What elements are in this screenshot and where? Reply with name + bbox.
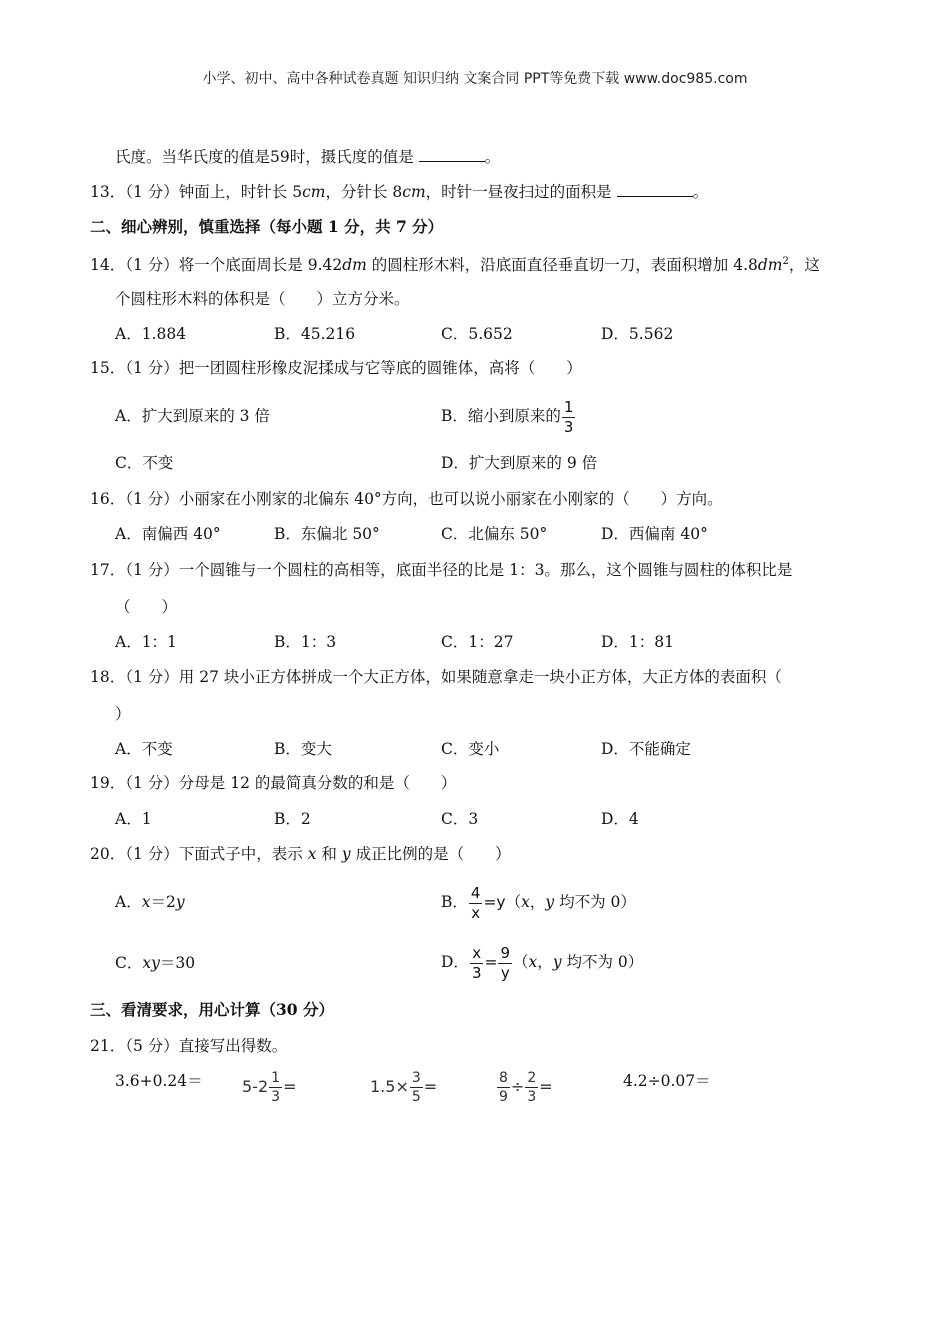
q20-b-denominator: x [471,903,481,922]
q16-text: 小丽家在小刚家的北偏东 40°方向，也可以说小丽家在小刚家的（ ）方向。 [178,490,723,508]
q20-b-eq: =y [483,893,506,911]
q21-e4-eq: = [539,1077,553,1096]
q20-b-fraction [469,883,483,922]
q18-number: 18． [90,668,126,686]
q19-option-d[interactable]: D．4 [601,810,639,828]
question-21 [90,1036,287,1056]
section-2-heading: 二、细心辨别，慎重选择（每小题 1 分，共 7 分） [90,217,444,236]
q20-var-y: y [341,845,351,863]
q20-a-label: A． [115,893,142,911]
q20-a-x: x [141,893,151,911]
q20-option-d[interactable] [441,941,643,983]
q13-answer-blank[interactable] [617,181,693,197]
q12-end: 。 [484,148,501,166]
q17-points: （1 分） [125,561,179,579]
question-14 [90,252,820,275]
q21-e2-a: 5-2 [242,1077,269,1096]
q20-b-cond-x: x [521,893,530,911]
q14-line-2: 个圆柱形木料的体积是（ ）立方分米。 [115,290,410,308]
q21-e3-eq: = [423,1077,438,1096]
q14-option-c[interactable]: C．5.652 [441,325,513,343]
q20-b-cond-a: （ [505,893,522,911]
q21-e4-numerator-2: 2 [527,1070,537,1086]
q18-points: （1 分） [125,668,179,686]
q15-text: 把一团圆柱形橡皮泥揉成与它等底的圆锥体，高将（ ） [178,359,582,377]
q20-c-xy: xy [142,954,160,972]
q20-d-label: D． [441,953,469,971]
question-12-tail [115,146,500,167]
q18-option-a[interactable]: A．不变 [115,740,173,758]
q18-option-b[interactable]: B．变大 [274,740,332,758]
q15-frac-denominator: 3 [563,417,574,436]
q21-e4-denominator-1: 9 [499,1089,508,1105]
q20-d-cond-y: y [552,953,562,971]
q14-text-c: ，这 [788,256,820,275]
q21-expr-5: 4.2÷0.07＝ [623,1072,711,1090]
q20-var-x: x [307,845,317,863]
q20-d-numerator-1: x [472,943,482,962]
q20-d-fraction-1 [470,943,484,982]
question-18 [90,667,782,687]
q12-tail-text: 氏度。当华氏度的值是59时，摄氏度的值是 [115,148,414,166]
q21-e3-numerator: 3 [411,1070,421,1086]
q14-option-b[interactable]: B．45.216 [274,325,356,343]
q17-option-c[interactable]: C．1：27 [441,633,514,651]
q15-number: 15． [90,359,126,377]
q17-option-d[interactable]: D．1：81 [601,633,675,651]
q14-unit-dm-1: dm [342,256,367,275]
q20-b-cond-y: y [545,893,555,911]
q14-option-a[interactable]: A．1.884 [115,325,187,343]
question-13 [90,181,708,202]
q13-end: 。 [692,183,709,201]
q14-points: （1 分） [125,256,179,275]
q19-text: 分母是 12 的最简真分数的和是（ ） [178,774,457,792]
page-header-banner: 小学、初中、高中各种试卷真题 知识归纳 文案合同 PPT等免费下载 www.doc985.com [202,71,748,87]
q20-d-fraction-2 [498,943,512,982]
q21-text: 直接写出得数。 [178,1037,288,1055]
q13-points: （1 分） [125,183,179,201]
q21-points: （5 分） [125,1037,179,1055]
q15-option-c[interactable]: C．不变 [115,454,174,472]
q15-option-a[interactable]: A．扩大到原来的 3 倍 [115,407,270,425]
q15-option-b[interactable] [441,397,576,435]
q21-e2-denominator: 3 [271,1089,281,1105]
q14-option-d[interactable]: D．5.562 [601,325,674,343]
q18-option-d[interactable]: D．不能确定 [601,740,691,758]
q19-option-a[interactable]: A．1 [115,810,152,828]
q21-expr-1: 3.6+0.24＝ [115,1072,203,1090]
q20-d-eq: = [484,953,498,971]
q17-text: 一个圆锥与一个圆柱的高相等，底面半径的比是 1：3。那么，这个圆锥与圆柱的体积比是 [178,561,793,579]
question-20 [90,844,511,864]
q13-unit-cm-1: cm [302,183,326,201]
q20-b-label: B． [441,893,468,911]
q15-option-b-text: B．缩小到原来的 [441,407,561,425]
q13-text-b: ，分针长 8 [325,183,403,201]
q13-unit-cm-2: cm [402,183,426,201]
q20-and: 和 [321,845,337,863]
q21-e4-fraction-1 [497,1071,510,1104]
q20-a-eq: ＝2 [150,893,176,911]
q20-text-a: 下面式子中，表示 [178,845,303,863]
q21-e4-denominator-2: 3 [527,1089,537,1105]
q14-unit-dm-2: dm [757,256,783,275]
q15-option-b-fraction [562,397,576,436]
q13-text-c: ，时针一昼夜扫过的面积是 [425,183,612,201]
q20-a-y: y [175,893,185,911]
q16-option-b[interactable]: B．东偏北 50° [274,525,380,543]
q21-expr-3 [370,1066,437,1108]
q20-b-numerator: 4 [470,883,481,902]
q16-option-c[interactable]: C．北偏东 50° [441,525,548,543]
q13-number: 13． [90,183,126,201]
section-3-heading: 三、看清要求，用心计算（30 分） [90,1000,334,1019]
q16-points: （1 分） [125,490,179,508]
q12-answer-blank[interactable] [419,146,485,162]
q17-line-2: （ ） [115,598,178,616]
q20-b-cond-c: 均不为 0） [554,893,636,911]
q20-d-cond-b: ， [537,953,553,971]
q21-e2-numerator: 1 [271,1070,281,1086]
q20-d-denominator-2: y [500,963,510,982]
q21-e4-fraction-2 [525,1071,538,1104]
q20-points: （1 分） [125,845,179,863]
q15-frac-numerator: 1 [563,397,574,416]
q20-b-cond-b: ， [529,893,546,911]
q21-e3-denominator: 5 [411,1089,421,1105]
q20-d-cond-a: （ [513,953,529,971]
q19-option-b[interactable]: B．2 [274,810,311,828]
q18-text: 用 27 块小正方体拼成一个大正方体，如果随意拿走一块小正方体，大正方体的表面积（ [178,668,782,686]
q21-e3-fraction [410,1071,423,1104]
q21-e4-numerator-1: 8 [499,1070,508,1086]
q14-text-b: 的圆柱形木料，沿底面直径垂直切一刀，表面积增加 4.8 [366,256,758,275]
q21-expr-4 [496,1066,553,1108]
q21-expr-2 [242,1066,296,1108]
q21-e2-fraction [269,1071,282,1104]
q18-option-c[interactable]: C．变小 [441,740,500,758]
q17-option-b[interactable]: B．1：3 [274,633,337,651]
q20-c-rest: ＝30 [159,954,196,972]
q20-number: 20． [90,845,126,863]
q15-option-d[interactable]: D．扩大到原来的 9 倍 [441,454,598,472]
q21-number: 21． [90,1037,126,1055]
q16-option-d[interactable]: D．西偏南 40° [601,525,708,543]
q17-number: 17． [90,561,126,579]
q19-points: （1 分） [125,774,179,792]
q14-text-a: 将一个底面周长是 9.42 [178,256,343,275]
q20-text-b: 成正比例的是（ ） [355,845,511,863]
q21-e3-a: 1.5× [370,1077,409,1096]
q20-c-label: C． [115,954,143,972]
q20-d-numerator-2: 9 [500,943,511,962]
q20-option-b[interactable] [441,881,636,923]
q19-option-c[interactable]: C．3 [441,810,479,828]
q17-option-a[interactable]: A．1：1 [115,633,177,651]
q20-d-denominator-1: 3 [471,963,482,982]
question-19 [90,773,456,793]
q16-option-a[interactable]: A．南偏西 40° [115,525,221,543]
q14-superscript: 2 [782,256,789,267]
q20-d-cond-x: x [528,953,538,971]
question-15 [90,358,582,378]
q14-number: 14． [90,256,126,275]
q20-d-cond-c: 均不为 0） [561,953,644,971]
question-16 [90,489,723,509]
q20-option-a[interactable] [115,892,185,912]
q21-e2-eq: = [283,1077,297,1096]
question-17 [90,560,792,580]
q19-number: 19． [90,774,126,792]
q16-number: 16． [90,490,126,508]
q15-points: （1 分） [125,359,179,377]
q21-e4-op: ÷ [510,1077,525,1096]
q13-text-a: 钟面上，时针长 5 [178,183,303,201]
q18-line-2: ） [115,705,131,723]
q20-option-c[interactable] [115,953,195,973]
